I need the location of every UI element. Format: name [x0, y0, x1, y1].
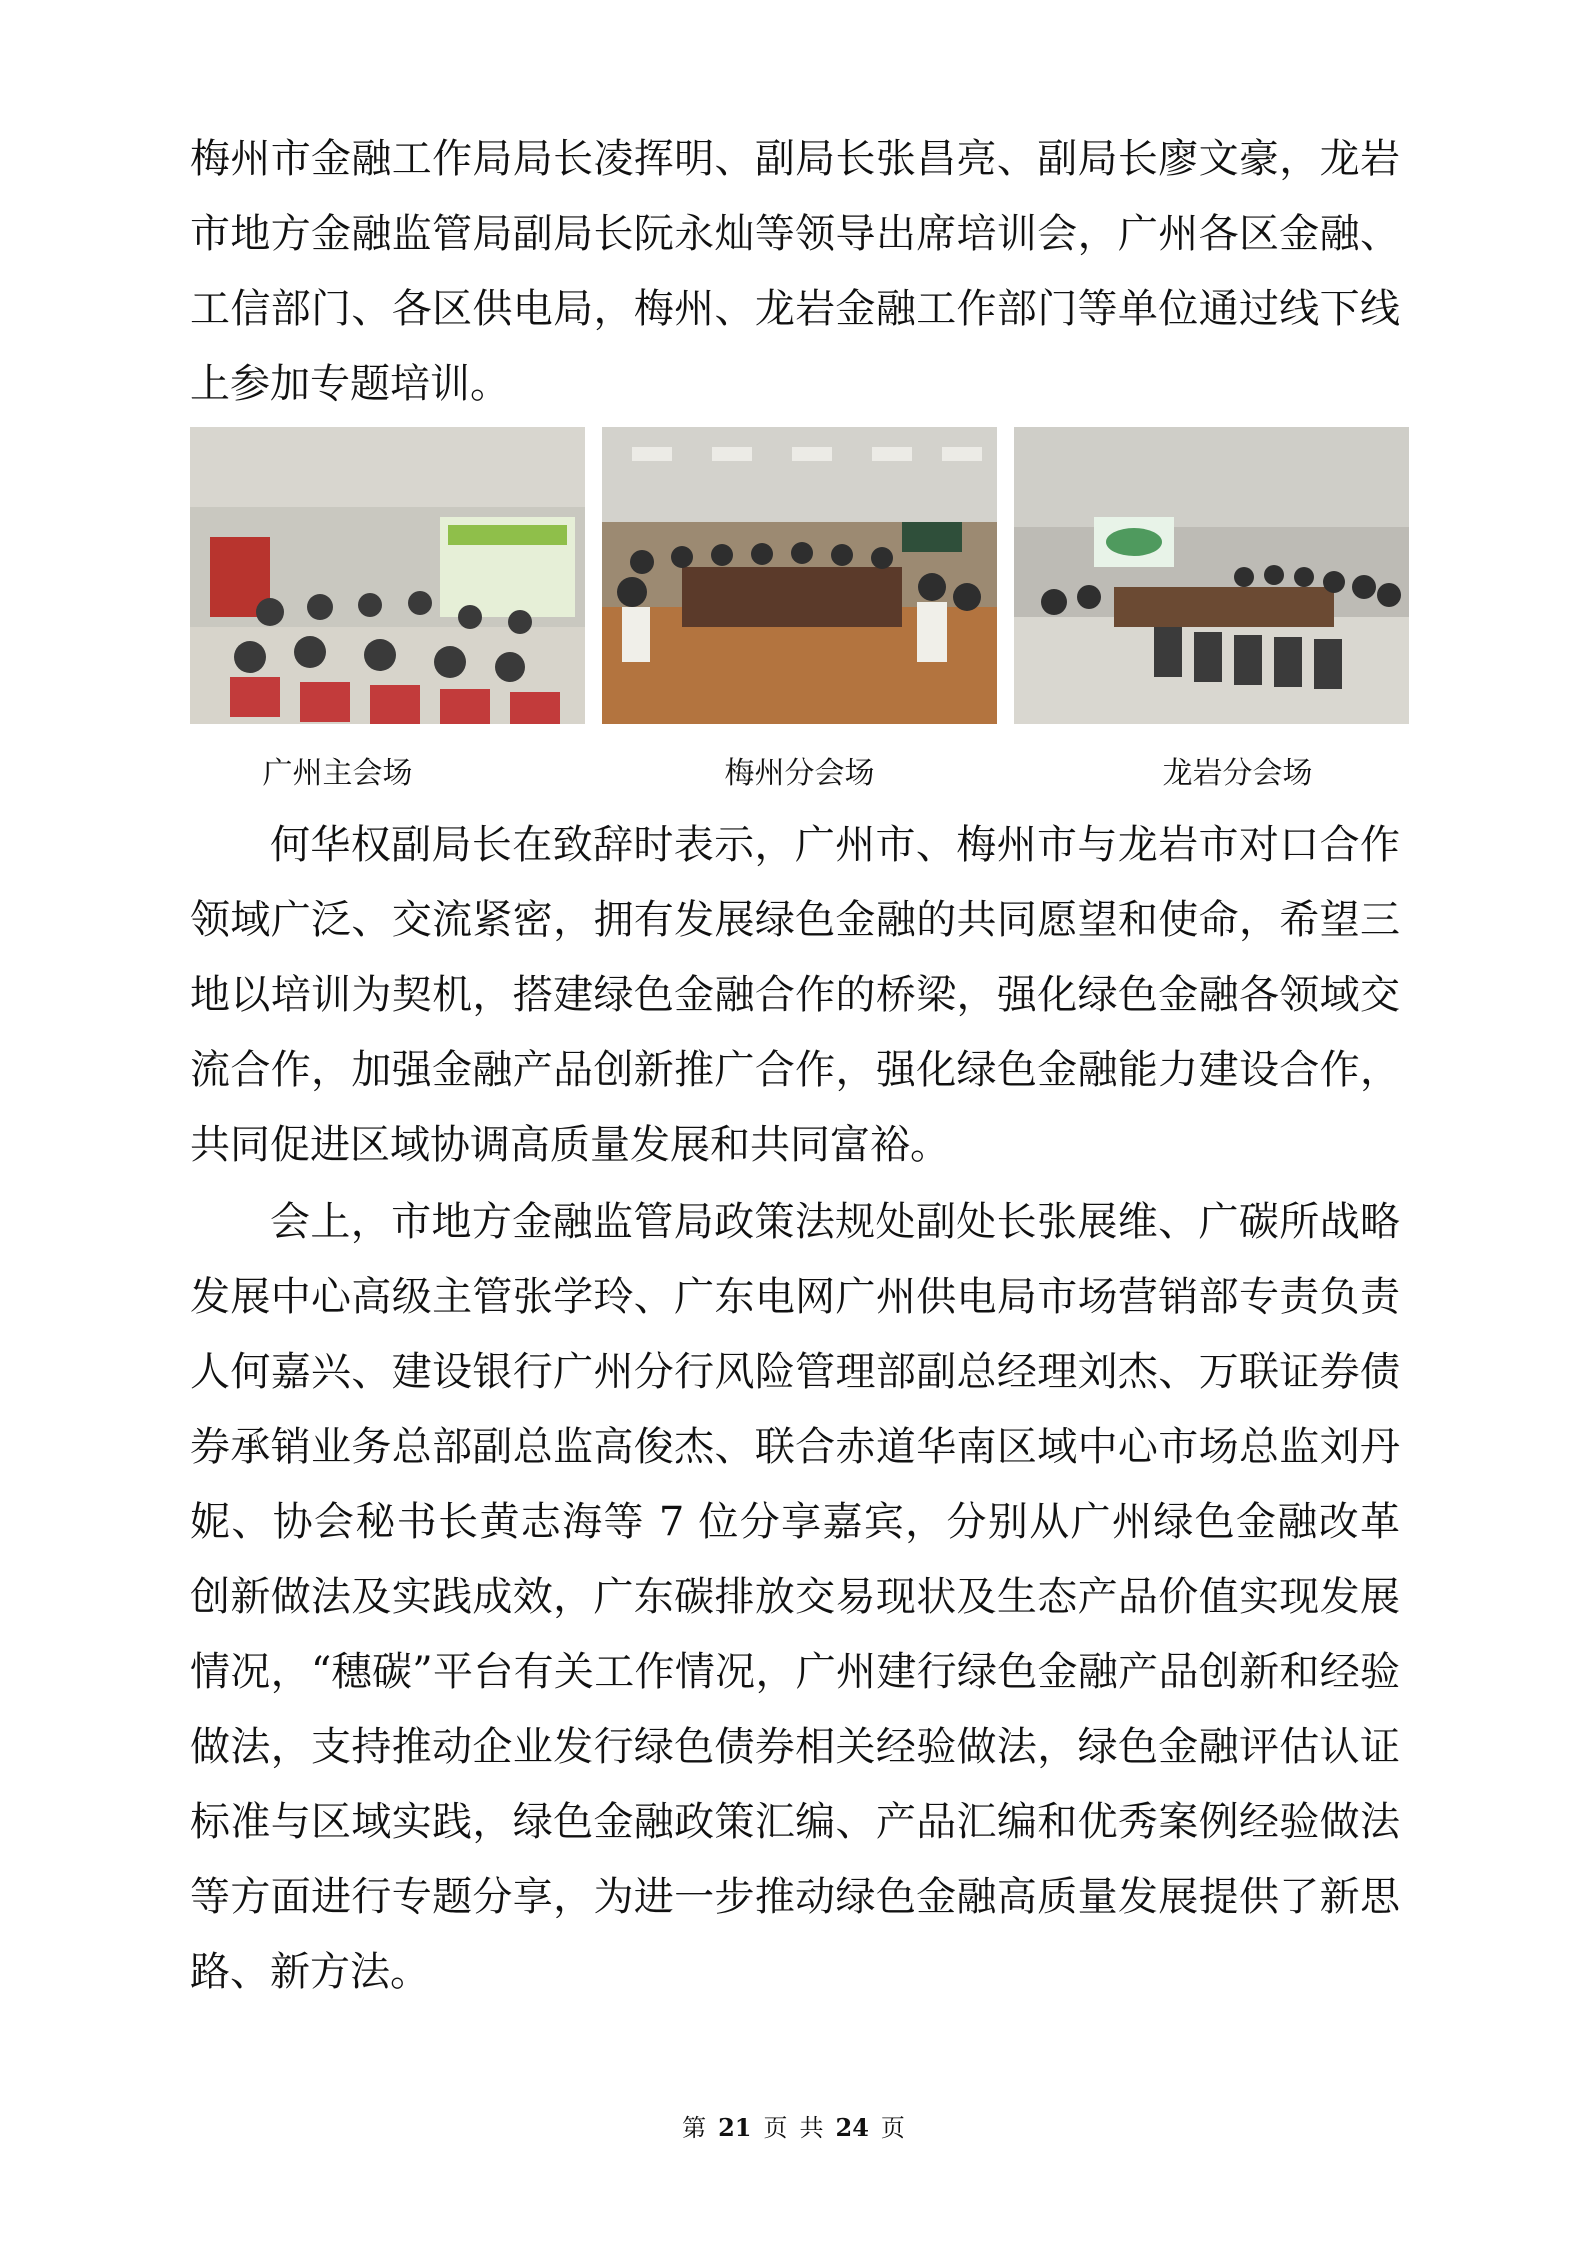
footer-suffix: 页 — [880, 2114, 905, 2142]
photo-caption-guangzhou: 广州主会场 — [262, 756, 413, 791]
photo-caption-longyan: 龙岩分会场 — [1162, 756, 1313, 791]
paragraph-speech: 何华权副局长在致辞时表示，广州市、梅州市与龙岩市对口合作领域广泛、交流紧密，拥有发展绿色金融的共同愿望和使命，希望三地以培训为契机，搭建绿色金融合作的桥梁，强化绿色金融各领域交流合作，加强金融产品创新推广合作，强化绿色金融能力建设合作，共同促进区域协调高质量发展和共同富裕。 — [190, 822, 1400, 1168]
footer-page-word: 页 — [763, 2114, 788, 2142]
paragraph-attendees: 梅州市金融工作局局长凌挥明、副局长张昌亮、副局长廖文豪，龙岩市地方金融监管局副局长阮永灿等领导出席培训会，广州各区金融、工信部门、各区供电局，梅州、龙岩金融工作部门等单位通过线下线上参加专题培训。 — [190, 136, 1400, 407]
total-page-number: 24 — [835, 2113, 869, 2142]
photo-meizhou-venue — [602, 427, 997, 724]
photo-guangzhou-venue — [190, 427, 585, 724]
photo-longyan-venue — [1014, 427, 1409, 724]
footer-prefix: 第 — [682, 2114, 707, 2142]
page-footer — [0, 2112, 1587, 2144]
footer-total-word: 共 — [799, 2114, 824, 2142]
photo-caption-meizhou: 梅州分会场 — [724, 756, 875, 791]
paragraph-sharing: 会上，市地方金融监管局政策法规处副处长张展维、广碳所战略发展中心高级主管张学玲、广东电网广州供电局市场营销部专责负责人何嘉兴、建设银行广州分行风险管理部副总经理刘杰、万联证券债券承销业务总部副总监高俊杰、联合赤道华南区域中心市场总监刘丹妮、协会秘书长黄志海等 7 位分享嘉宾，分别从广州绿色金融改革创新做法及实践成效，广东碳排放交易现状及生态产品价值实现发展情况，“穗碳”平台有关工作情况，广州建行绿色金融产品创新和经验做法，支持推动企业发行绿色债券相关经验做法，绿色金融评估认证标准与区域实践，绿色金融政策汇编、产品汇编和优秀案例经验做法等方面进行专题分享，为进一步推动绿色金融高质量发展提供了新思路、新方法。 — [190, 1199, 1400, 1995]
current-page-number: 21 — [718, 2113, 752, 2142]
